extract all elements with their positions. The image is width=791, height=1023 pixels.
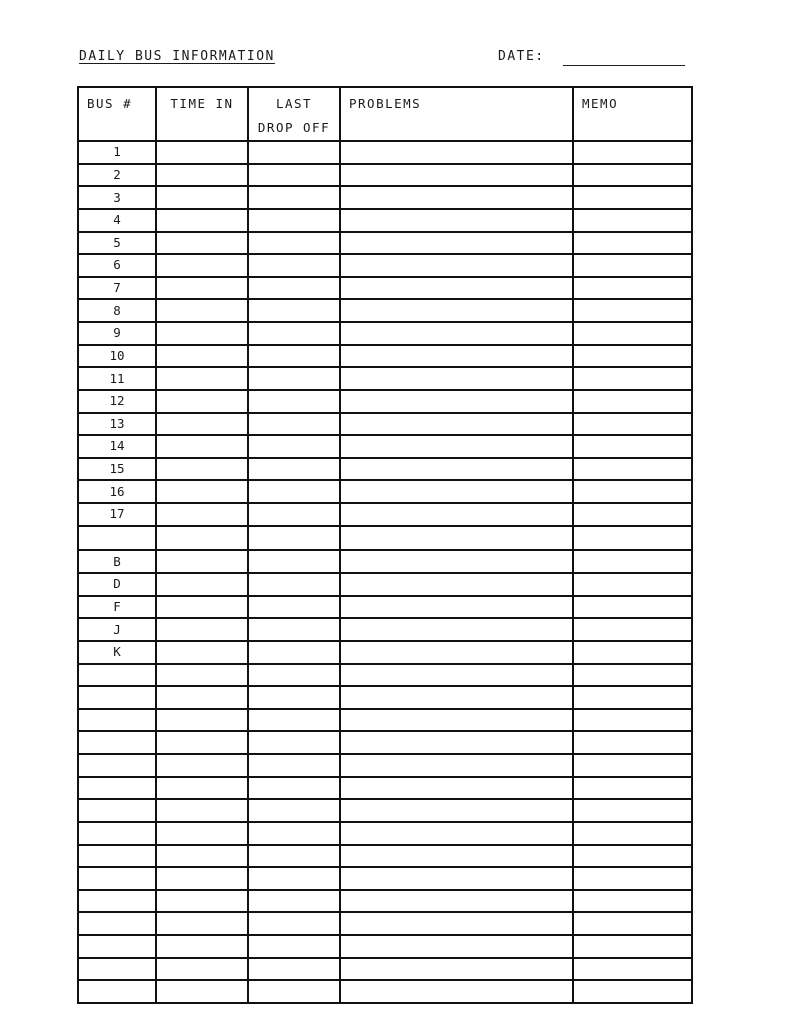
- memo-cell[interactable]: [573, 390, 692, 413]
- problems-cell[interactable]: [340, 413, 573, 436]
- bus-cell: 13: [78, 413, 156, 436]
- last-drop-off-cell[interactable]: [248, 209, 340, 232]
- last-drop-off-cell[interactable]: [248, 299, 340, 322]
- date-blank-line[interactable]: [563, 65, 685, 66]
- bus-cell: D: [78, 573, 156, 596]
- time-in-cell[interactable]: [156, 254, 248, 277]
- bus-row: [78, 209, 692, 232]
- bus-row: [78, 254, 692, 277]
- memo-cell[interactable]: [573, 867, 692, 890]
- col-last-line2: DROP OFF: [257, 120, 331, 135]
- time-in-cell[interactable]: [156, 686, 248, 709]
- problems-cell[interactable]: [340, 664, 573, 687]
- problems-cell[interactable]: [340, 458, 573, 481]
- problems-cell[interactable]: [340, 322, 573, 345]
- last-drop-off-cell[interactable]: [248, 799, 340, 822]
- last-drop-off-cell[interactable]: [248, 141, 340, 164]
- blank-row: [78, 980, 692, 1003]
- blank-row: [78, 526, 692, 551]
- bus-row: [78, 345, 692, 368]
- time-in-cell[interactable]: [156, 890, 248, 913]
- last-drop-off-cell[interactable]: [248, 322, 340, 345]
- blank-row: [78, 709, 692, 732]
- bus-cell: 5: [78, 232, 156, 255]
- bus-row: [78, 322, 692, 345]
- memo-cell[interactable]: [573, 845, 692, 868]
- memo-cell[interactable]: [573, 980, 692, 1003]
- problems-cell[interactable]: [340, 141, 573, 164]
- problems-cell[interactable]: [340, 754, 573, 777]
- route-row: [78, 596, 692, 619]
- memo-cell[interactable]: [573, 754, 692, 777]
- problems-cell[interactable]: [340, 980, 573, 1003]
- bus-cell: 8: [78, 299, 156, 322]
- problems-cell[interactable]: [340, 573, 573, 596]
- bus-cell: [78, 799, 156, 822]
- memo-cell[interactable]: [573, 596, 692, 619]
- problems-cell[interactable]: [340, 254, 573, 277]
- bus-row: [78, 390, 692, 413]
- problems-cell[interactable]: [340, 822, 573, 845]
- bus-row: [78, 413, 692, 436]
- time-in-cell[interactable]: [156, 709, 248, 732]
- route-row: [78, 641, 692, 664]
- blank-row: [78, 754, 692, 777]
- bus-cell: 17: [78, 503, 156, 526]
- bus-cell: [78, 867, 156, 890]
- memo-cell[interactable]: [573, 345, 692, 368]
- bus-cell: 12: [78, 390, 156, 413]
- blank-row: [78, 686, 692, 709]
- time-in-cell[interactable]: [156, 277, 248, 300]
- bus-cell: 4: [78, 209, 156, 232]
- bus-cell: [78, 754, 156, 777]
- time-in-cell[interactable]: [156, 618, 248, 641]
- blank-row: [78, 799, 692, 822]
- last-drop-off-cell[interactable]: [248, 664, 340, 687]
- time-in-cell[interactable]: [156, 550, 248, 573]
- last-drop-off-cell[interactable]: [248, 480, 340, 503]
- last-drop-off-cell[interactable]: [248, 867, 340, 890]
- bus-cell: F: [78, 596, 156, 619]
- last-drop-off-cell[interactable]: [248, 526, 340, 551]
- bus-cell: 2: [78, 164, 156, 187]
- bus-row: [78, 141, 692, 164]
- bus-cell: [78, 526, 156, 551]
- time-in-cell[interactable]: [156, 526, 248, 551]
- form-title: DAILY BUS INFORMATION: [79, 49, 275, 64]
- time-in-cell[interactable]: [156, 299, 248, 322]
- memo-cell[interactable]: [573, 435, 692, 458]
- time-in-cell[interactable]: [156, 345, 248, 368]
- memo-cell[interactable]: [573, 573, 692, 596]
- memo-cell[interactable]: [573, 141, 692, 164]
- bus-cell: J: [78, 618, 156, 641]
- problems-cell[interactable]: [340, 845, 573, 868]
- problems-cell[interactable]: [340, 641, 573, 664]
- problems-cell[interactable]: [340, 550, 573, 573]
- time-in-cell[interactable]: [156, 980, 248, 1003]
- memo-cell[interactable]: [573, 618, 692, 641]
- time-in-cell[interactable]: [156, 458, 248, 481]
- problems-cell[interactable]: [340, 186, 573, 209]
- bus-cell: [78, 980, 156, 1003]
- problems-cell[interactable]: [340, 935, 573, 958]
- bus-cell: 10: [78, 345, 156, 368]
- last-drop-off-cell[interactable]: [248, 709, 340, 732]
- bus-cell: [78, 958, 156, 981]
- problems-cell[interactable]: [340, 731, 573, 754]
- last-drop-off-cell[interactable]: [248, 890, 340, 913]
- bus-cell: [78, 664, 156, 687]
- time-in-cell[interactable]: [156, 935, 248, 958]
- bus-cell: [78, 935, 156, 958]
- problems-cell[interactable]: [340, 503, 573, 526]
- last-drop-off-cell[interactable]: [248, 754, 340, 777]
- problems-cell[interactable]: [340, 277, 573, 300]
- problems-cell[interactable]: [340, 686, 573, 709]
- last-drop-off-cell[interactable]: [248, 935, 340, 958]
- col-last-drop-off: [248, 87, 340, 141]
- time-in-cell[interactable]: [156, 912, 248, 935]
- memo-cell[interactable]: [573, 935, 692, 958]
- route-row: [78, 550, 692, 573]
- last-drop-off-cell[interactable]: [248, 912, 340, 935]
- memo-cell[interactable]: [573, 254, 692, 277]
- time-in-cell[interactable]: [156, 141, 248, 164]
- bus-cell: [78, 890, 156, 913]
- bus-cell: [78, 709, 156, 732]
- last-drop-off-cell[interactable]: [248, 367, 340, 390]
- problems-cell[interactable]: [340, 480, 573, 503]
- bus-row: [78, 186, 692, 209]
- bus-log-table: [77, 86, 693, 1004]
- time-in-cell[interactable]: [156, 731, 248, 754]
- last-drop-off-cell[interactable]: [248, 390, 340, 413]
- bus-cell: B: [78, 550, 156, 573]
- bus-cell: 16: [78, 480, 156, 503]
- memo-cell[interactable]: [573, 822, 692, 845]
- problems-cell[interactable]: [340, 596, 573, 619]
- bus-cell: K: [78, 641, 156, 664]
- memo-cell[interactable]: [573, 799, 692, 822]
- memo-cell[interactable]: [573, 209, 692, 232]
- blank-row: [78, 912, 692, 935]
- time-in-cell[interactable]: [156, 641, 248, 664]
- time-in-cell[interactable]: [156, 822, 248, 845]
- memo-cell[interactable]: [573, 503, 692, 526]
- time-in-cell[interactable]: [156, 799, 248, 822]
- problems-cell[interactable]: [340, 526, 573, 551]
- blank-row: [78, 845, 692, 868]
- problems-cell[interactable]: [340, 618, 573, 641]
- problems-cell[interactable]: [340, 958, 573, 981]
- col-bus-number: BUS #: [78, 87, 156, 141]
- last-drop-off-cell[interactable]: [248, 503, 340, 526]
- problems-cell[interactable]: [340, 912, 573, 935]
- problems-cell[interactable]: [340, 232, 573, 255]
- last-drop-off-cell[interactable]: [248, 777, 340, 800]
- bus-cell: 11: [78, 367, 156, 390]
- blank-row: [78, 935, 692, 958]
- table-body: [78, 141, 692, 1003]
- date-label: DATE:: [498, 49, 545, 64]
- blank-row: [78, 664, 692, 687]
- bus-cell: 7: [78, 277, 156, 300]
- problems-cell[interactable]: [340, 345, 573, 368]
- problems-cell[interactable]: [340, 209, 573, 232]
- problems-cell[interactable]: [340, 709, 573, 732]
- last-drop-off-cell[interactable]: [248, 845, 340, 868]
- blank-row: [78, 777, 692, 800]
- memo-cell[interactable]: [573, 664, 692, 687]
- memo-cell[interactable]: [573, 526, 692, 551]
- memo-cell[interactable]: [573, 777, 692, 800]
- last-drop-off-cell[interactable]: [248, 822, 340, 845]
- memo-cell[interactable]: [573, 232, 692, 255]
- last-drop-off-cell[interactable]: [248, 573, 340, 596]
- bus-cell: [78, 686, 156, 709]
- memo-cell[interactable]: [573, 912, 692, 935]
- last-drop-off-cell[interactable]: [248, 731, 340, 754]
- memo-cell[interactable]: [573, 164, 692, 187]
- time-in-cell[interactable]: [156, 232, 248, 255]
- memo-cell[interactable]: [573, 958, 692, 981]
- time-in-cell[interactable]: [156, 503, 248, 526]
- last-drop-off-cell[interactable]: [248, 413, 340, 436]
- bus-cell: [78, 845, 156, 868]
- bus-row: [78, 277, 692, 300]
- last-drop-off-cell[interactable]: [248, 232, 340, 255]
- last-drop-off-cell[interactable]: [248, 618, 340, 641]
- problems-cell[interactable]: [340, 890, 573, 913]
- memo-cell[interactable]: [573, 367, 692, 390]
- bus-row: [78, 480, 692, 503]
- bus-cell: 3: [78, 186, 156, 209]
- problems-cell[interactable]: [340, 299, 573, 322]
- last-drop-off-cell[interactable]: [248, 345, 340, 368]
- last-drop-off-cell[interactable]: [248, 435, 340, 458]
- time-in-cell[interactable]: [156, 413, 248, 436]
- time-in-cell[interactable]: [156, 845, 248, 868]
- col-time-in: TIME IN: [156, 87, 248, 141]
- col-last-line1: LAST: [275, 96, 313, 111]
- time-in-cell[interactable]: [156, 664, 248, 687]
- problems-cell[interactable]: [340, 867, 573, 890]
- bus-row: [78, 232, 692, 255]
- bus-cell: 15: [78, 458, 156, 481]
- bus-cell: [78, 822, 156, 845]
- bus-row: [78, 299, 692, 322]
- time-in-cell[interactable]: [156, 777, 248, 800]
- col-memo: MEMO: [573, 87, 692, 141]
- problems-cell[interactable]: [340, 435, 573, 458]
- last-drop-off-cell[interactable]: [248, 958, 340, 981]
- memo-cell[interactable]: [573, 413, 692, 436]
- header-row: [78, 87, 692, 141]
- bus-cell: 14: [78, 435, 156, 458]
- time-in-cell[interactable]: [156, 754, 248, 777]
- memo-cell[interactable]: [573, 890, 692, 913]
- last-drop-off-cell[interactable]: [248, 186, 340, 209]
- col-problems: PROBLEMS: [340, 87, 573, 141]
- problems-cell[interactable]: [340, 390, 573, 413]
- time-in-cell[interactable]: [156, 573, 248, 596]
- last-drop-off-cell[interactable]: [248, 596, 340, 619]
- bus-row: [78, 367, 692, 390]
- memo-cell[interactable]: [573, 686, 692, 709]
- problems-cell[interactable]: [340, 799, 573, 822]
- blank-row: [78, 731, 692, 754]
- time-in-cell[interactable]: [156, 867, 248, 890]
- bus-cell: [78, 912, 156, 935]
- bus-cell: [78, 731, 156, 754]
- last-drop-off-cell[interactable]: [248, 641, 340, 664]
- bus-row: [78, 164, 692, 187]
- problems-cell[interactable]: [340, 777, 573, 800]
- route-row: [78, 618, 692, 641]
- last-drop-off-cell[interactable]: [248, 254, 340, 277]
- bus-cell: 1: [78, 141, 156, 164]
- problems-cell[interactable]: [340, 164, 573, 187]
- memo-cell[interactable]: [573, 186, 692, 209]
- last-drop-off-cell[interactable]: [248, 458, 340, 481]
- time-in-cell[interactable]: [156, 480, 248, 503]
- blank-row: [78, 867, 692, 890]
- bus-row: [78, 435, 692, 458]
- bus-cell: 6: [78, 254, 156, 277]
- last-drop-off-cell[interactable]: [248, 277, 340, 300]
- memo-cell[interactable]: [573, 480, 692, 503]
- time-in-cell[interactable]: [156, 322, 248, 345]
- bus-cell: 9: [78, 322, 156, 345]
- last-drop-off-cell[interactable]: [248, 164, 340, 187]
- memo-cell[interactable]: [573, 709, 692, 732]
- time-in-cell[interactable]: [156, 390, 248, 413]
- time-in-cell[interactable]: [156, 367, 248, 390]
- bus-row: [78, 503, 692, 526]
- blank-row: [78, 822, 692, 845]
- bus-row: [78, 458, 692, 481]
- problems-cell[interactable]: [340, 367, 573, 390]
- last-drop-off-cell[interactable]: [248, 980, 340, 1003]
- last-drop-off-cell[interactable]: [248, 550, 340, 573]
- time-in-cell[interactable]: [156, 164, 248, 187]
- bus-cell: [78, 777, 156, 800]
- memo-cell[interactable]: [573, 322, 692, 345]
- memo-cell[interactable]: [573, 550, 692, 573]
- memo-cell[interactable]: [573, 641, 692, 664]
- memo-cell[interactable]: [573, 299, 692, 322]
- time-in-cell[interactable]: [156, 958, 248, 981]
- time-in-cell[interactable]: [156, 435, 248, 458]
- memo-cell[interactable]: [573, 731, 692, 754]
- time-in-cell[interactable]: [156, 186, 248, 209]
- time-in-cell[interactable]: [156, 209, 248, 232]
- memo-cell[interactable]: [573, 458, 692, 481]
- time-in-cell[interactable]: [156, 596, 248, 619]
- route-row: [78, 573, 692, 596]
- blank-row: [78, 958, 692, 981]
- memo-cell[interactable]: [573, 277, 692, 300]
- blank-row: [78, 890, 692, 913]
- last-drop-off-cell[interactable]: [248, 686, 340, 709]
